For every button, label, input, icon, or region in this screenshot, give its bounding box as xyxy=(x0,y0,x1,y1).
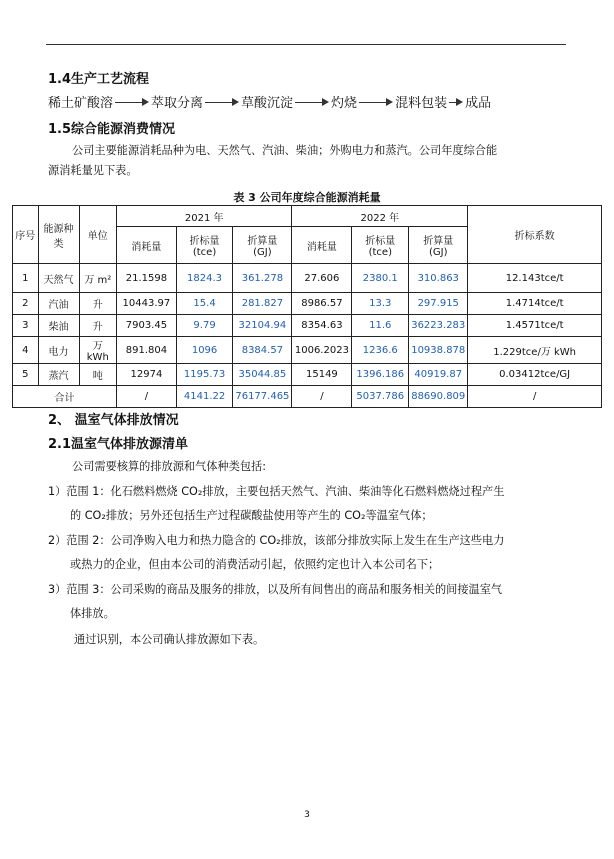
cell-consumption-2022: 1006.2023 xyxy=(292,337,352,364)
cell-factor: 1.4714tce/t xyxy=(468,293,602,315)
flow-step-mixing-packaging: 混料包装 xyxy=(395,96,448,111)
cell-type: 天然气 xyxy=(38,264,79,293)
header-tce-2021: 折标量 (tce) xyxy=(176,227,233,264)
cell-seq: 4 xyxy=(13,337,39,364)
cell-consumption-2021: 891.804 xyxy=(117,337,177,364)
cell-factor: 12.143tce/t xyxy=(468,264,602,293)
table-header-row xyxy=(13,206,602,227)
cell-unit: 吨 xyxy=(79,364,117,386)
header-gj-2022: 折算量 (GJ) xyxy=(409,227,468,264)
flow-step-acid-dissolution: 稀土矿酸溶 xyxy=(48,96,114,111)
cell-type: 蒸汽 xyxy=(38,364,79,386)
process-flow xyxy=(48,92,491,111)
scope-1-line2: 的 CO₂排放；另外还包括生产过程碳酸盐使用等产生的 CO₂等温室气体； xyxy=(70,509,433,522)
arrow-right-icon xyxy=(449,97,463,107)
flow-step-product: 成品 xyxy=(465,96,492,111)
energy-paragraph-line2: 源消耗量见下表。 xyxy=(48,164,138,177)
header-2021: 2021 年 xyxy=(117,206,292,227)
section-1-4-title: 1.4生产工艺流程 xyxy=(48,72,150,87)
table-3-caption: 表 3 公司年度综合能源消耗量 xyxy=(233,191,381,204)
cell-gj-2021: 361.278 xyxy=(233,264,292,293)
cell-total-consumption-2022: / xyxy=(292,386,352,408)
scope-1-line1: 1）范围 1：化石燃料燃烧 CO₂排放，主要包括天然气、汽油、柴油等化石燃料燃烧过程产生 xyxy=(48,485,505,498)
cell-consumption-2022: 8354.63 xyxy=(292,315,352,337)
arrow-right-icon xyxy=(295,97,329,107)
cell-tce-2021: 1824.3 xyxy=(176,264,233,293)
cell-gj-2022: 10938.878 xyxy=(409,337,468,364)
flow-step-extraction: 萃取分离 xyxy=(151,96,204,111)
cell-tce-2022: 2380.1 xyxy=(352,264,409,293)
cell-type: 汽油 xyxy=(38,293,79,315)
arrow-right-icon xyxy=(205,97,239,107)
cell-tce-2022: 1236.6 xyxy=(352,337,409,364)
table-row xyxy=(13,364,602,386)
cell-gj-2021: 32104.94 xyxy=(233,315,292,337)
flow-step-calcination: 灼烧 xyxy=(331,96,358,111)
arrow-right-icon xyxy=(359,97,393,107)
cell-gj-2021: 8384.57 xyxy=(233,337,292,364)
header-unit: 单位 xyxy=(79,206,117,264)
cell-consumption-2021: 21.1598 xyxy=(117,264,177,293)
header-consumption-2021: 消耗量 xyxy=(117,227,177,264)
cell-consumption-2021: 12974 xyxy=(117,364,177,386)
header-rule xyxy=(46,44,566,45)
energy-consumption-table xyxy=(12,205,602,408)
cell-factor: 0.03412tce/GJ xyxy=(468,364,602,386)
cell-consumption-2021: 7903.45 xyxy=(117,315,177,337)
cell-consumption-2022: 8986.57 xyxy=(292,293,352,315)
table-row xyxy=(13,293,602,315)
energy-paragraph-line1: 公司主要能源消耗品种为电、天然气、汽油、柴油；外购电力和蒸汽。公司年度综合能 xyxy=(72,144,498,157)
cell-type: 电力 xyxy=(38,337,79,364)
section-2-title: 2、 温室气体排放情况 xyxy=(48,413,179,428)
scope-2-line1: 2）范围 2：公司净购入电力和热力隐含的 CO₂排放，该部分排放实际上发生在生产这些电力 xyxy=(48,534,505,547)
cell-factor: 1.229tce/万 kWh xyxy=(468,337,602,364)
cell-gj-2022: 310.863 xyxy=(409,264,468,293)
section-2-1-title: 2.1温室气体排放源清单 xyxy=(48,437,189,452)
header-tce-2022: 折标量 (tce) xyxy=(352,227,409,264)
cell-seq: 5 xyxy=(13,364,39,386)
header-2022: 2022 年 xyxy=(292,206,468,227)
cell-tce-2021: 9.79 xyxy=(176,315,233,337)
cell-gj-2022: 40919.87 xyxy=(409,364,468,386)
cell-total-label: 合计 xyxy=(13,386,117,408)
emission-closing: 通过识别，本公司确认排放源如下表。 xyxy=(74,633,265,646)
cell-tce-2022: 13.3 xyxy=(352,293,409,315)
cell-seq: 1 xyxy=(13,264,39,293)
header-type: 能源种类 xyxy=(38,206,79,264)
cell-total-consumption-2021: / xyxy=(117,386,177,408)
table-row xyxy=(13,337,602,364)
table-row xyxy=(13,315,602,337)
cell-consumption-2022: 27.606 xyxy=(292,264,352,293)
header-seq: 序号 xyxy=(13,206,39,264)
scope-3-line2: 体排放。 xyxy=(70,607,115,620)
cell-total-gj-2021: 76177.465 xyxy=(233,386,292,408)
table-row xyxy=(13,264,602,293)
flow-step-oxalic-precipitation: 草酸沉淀 xyxy=(241,96,294,111)
cell-seq: 3 xyxy=(13,315,39,337)
cell-gj-2021: 281.827 xyxy=(233,293,292,315)
cell-consumption-2022: 15149 xyxy=(292,364,352,386)
section-1-5-title: 1.5综合能源消费情况 xyxy=(48,122,176,137)
cell-unit: 万 kWh xyxy=(79,337,117,364)
cell-total-tce-2021: 4141.22 xyxy=(176,386,233,408)
cell-unit: 升 xyxy=(79,293,117,315)
header-gj-2021: 折算量 (GJ) xyxy=(233,227,292,264)
cell-seq: 2 xyxy=(13,293,39,315)
cell-tce-2022: 11.6 xyxy=(352,315,409,337)
scope-3-line1: 3）范围 3：公司采购的商品及服务的排放，以及所有间售出的商品和服务相关的间接温室气 xyxy=(48,583,503,596)
header-factor: 折标系数 xyxy=(468,206,602,264)
cell-total-factor: / xyxy=(468,386,602,408)
cell-tce-2021: 15.4 xyxy=(176,293,233,315)
cell-type: 柴油 xyxy=(38,315,79,337)
page-number: 3 xyxy=(304,810,310,820)
cell-consumption-2021: 10443.97 xyxy=(117,293,177,315)
header-consumption-2022: 消耗量 xyxy=(292,227,352,264)
emission-intro: 公司需要核算的排放源和气体种类包括: xyxy=(72,460,266,473)
cell-total-tce-2022: 5037.786 xyxy=(352,386,409,408)
arrow-right-icon xyxy=(115,97,149,107)
cell-tce-2021: 1096 xyxy=(176,337,233,364)
cell-total-gj-2022: 88690.809 xyxy=(409,386,468,408)
table-total-row xyxy=(13,386,602,408)
cell-gj-2021: 35044.85 xyxy=(233,364,292,386)
cell-gj-2022: 297.915 xyxy=(409,293,468,315)
cell-unit: 万 m² xyxy=(79,264,117,293)
cell-gj-2022: 36223.283 xyxy=(409,315,468,337)
cell-factor: 1.4571tce/t xyxy=(468,315,602,337)
cell-unit: 升 xyxy=(79,315,117,337)
cell-tce-2022: 1396.186 xyxy=(352,364,409,386)
scope-2-line2: 或热力的企业，但由本公司的消费活动引起，依照约定也计入本公司名下； xyxy=(70,558,440,571)
cell-tce-2021: 1195.73 xyxy=(176,364,233,386)
